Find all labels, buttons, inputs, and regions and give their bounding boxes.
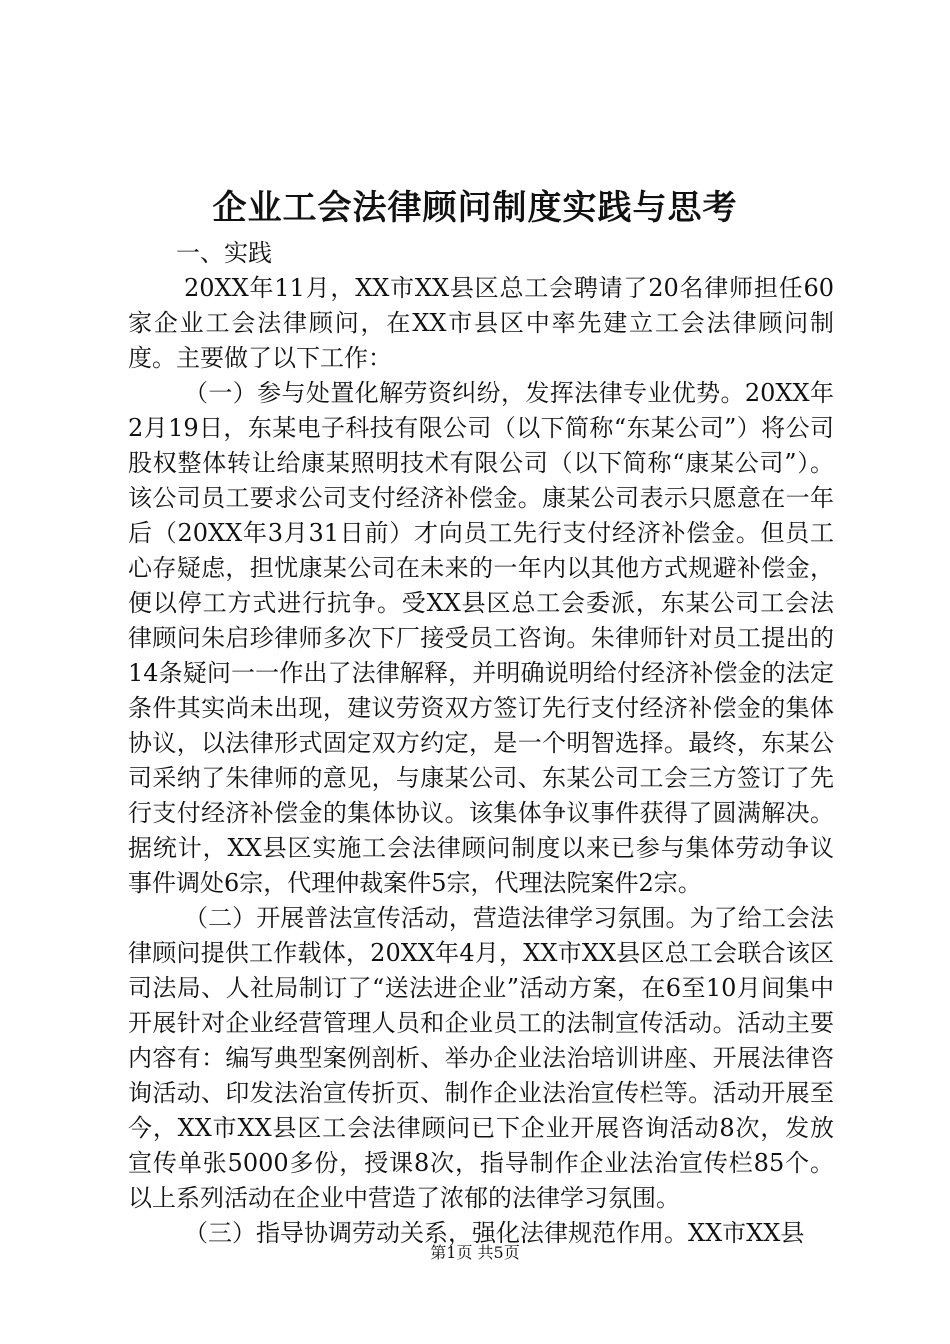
page-footer: 第1页 共5页 — [430, 1243, 520, 1262]
paragraph-three: （三）指导协调劳动关系，强化法律规范作用。XX市XX县 — [184, 1219, 805, 1247]
paragraph-one: （一）参与处置化解劳资纠纷，发挥法律专业优势。20XX年2月19日，东某电子科技有限公司（以下简称“东某公司”）将公司股权整体转让给康某照明技术有限公司（以下简称“康某公司”）。该公司员工要求公司支付经济补偿金。康某公司表示只愿意在一年后（20XX年3月31日前）才向员工先行支付经济补偿金。但员工心存疑虑，担忧康某公司在未来的一年内以其他方式规避补偿金，便以停工方式进行抗争。受XX县区总工会委派，东某公司工会法律顾问朱启珍律师多次下厂接受员工咨询。朱律师针对员工提出的14条疑问一一作出了法律解释，并明确说明给付经济补偿金的法定条件其实尚未出现，建议劳资双方签订先行支付经济补偿金的集体协议，以法律形式固定双方约定，是一个明智选择。最终，东某公司采纳了朱律师的意见，与康某公司、东某公司工会三方签订了先行支付经济补偿金的集体协议。该集体争议事件获得了圆满解决。据统计，XX县区实施工会法律顾问制度以来已参与集体劳动争议事件调处6宗，代理仲裁案件5宗，代理法院案件2宗。 — [128, 379, 834, 897]
paragraph-intro: 20XX年11月，XX市XX县区总工会聘请了20名律师担任60家企业工会法律顾问，在XX市县区中率先建立工会法律顾问制度。主要做了以下工作： — [128, 274, 834, 372]
paragraph-two: （二）开展普法宣传活动，营造法律学习氛围。为了给工会法律顾问提供工作载体，20XX年4月，XX市XX县区总工会联合该区司法局、人社局制订了“送法进企业”活动方案，在6至10月间集中开展针对企业经营管理人员和企业员工的法制宣传活动。活动主要内容有：编写典型案例剖析、举办企业法治培训讲座、开展法律咨询活动、印发法治宣传折页、制作企业法治宣传栏等。活动开展至今，XX市XX县区工会法律顾问已下企业开展咨询活动8次，发放宣传单张5000多份，授课8次，指导制作企业法治宣传栏85个。以上系列活动在企业中营造了浓郁的法律学习氛围。 — [128, 904, 834, 1212]
section-heading: 一、实践 — [176, 239, 272, 267]
document-title: 企业工会法律顾问制度实践与思考 — [212, 188, 738, 228]
document-body — [128, 236, 834, 1251]
